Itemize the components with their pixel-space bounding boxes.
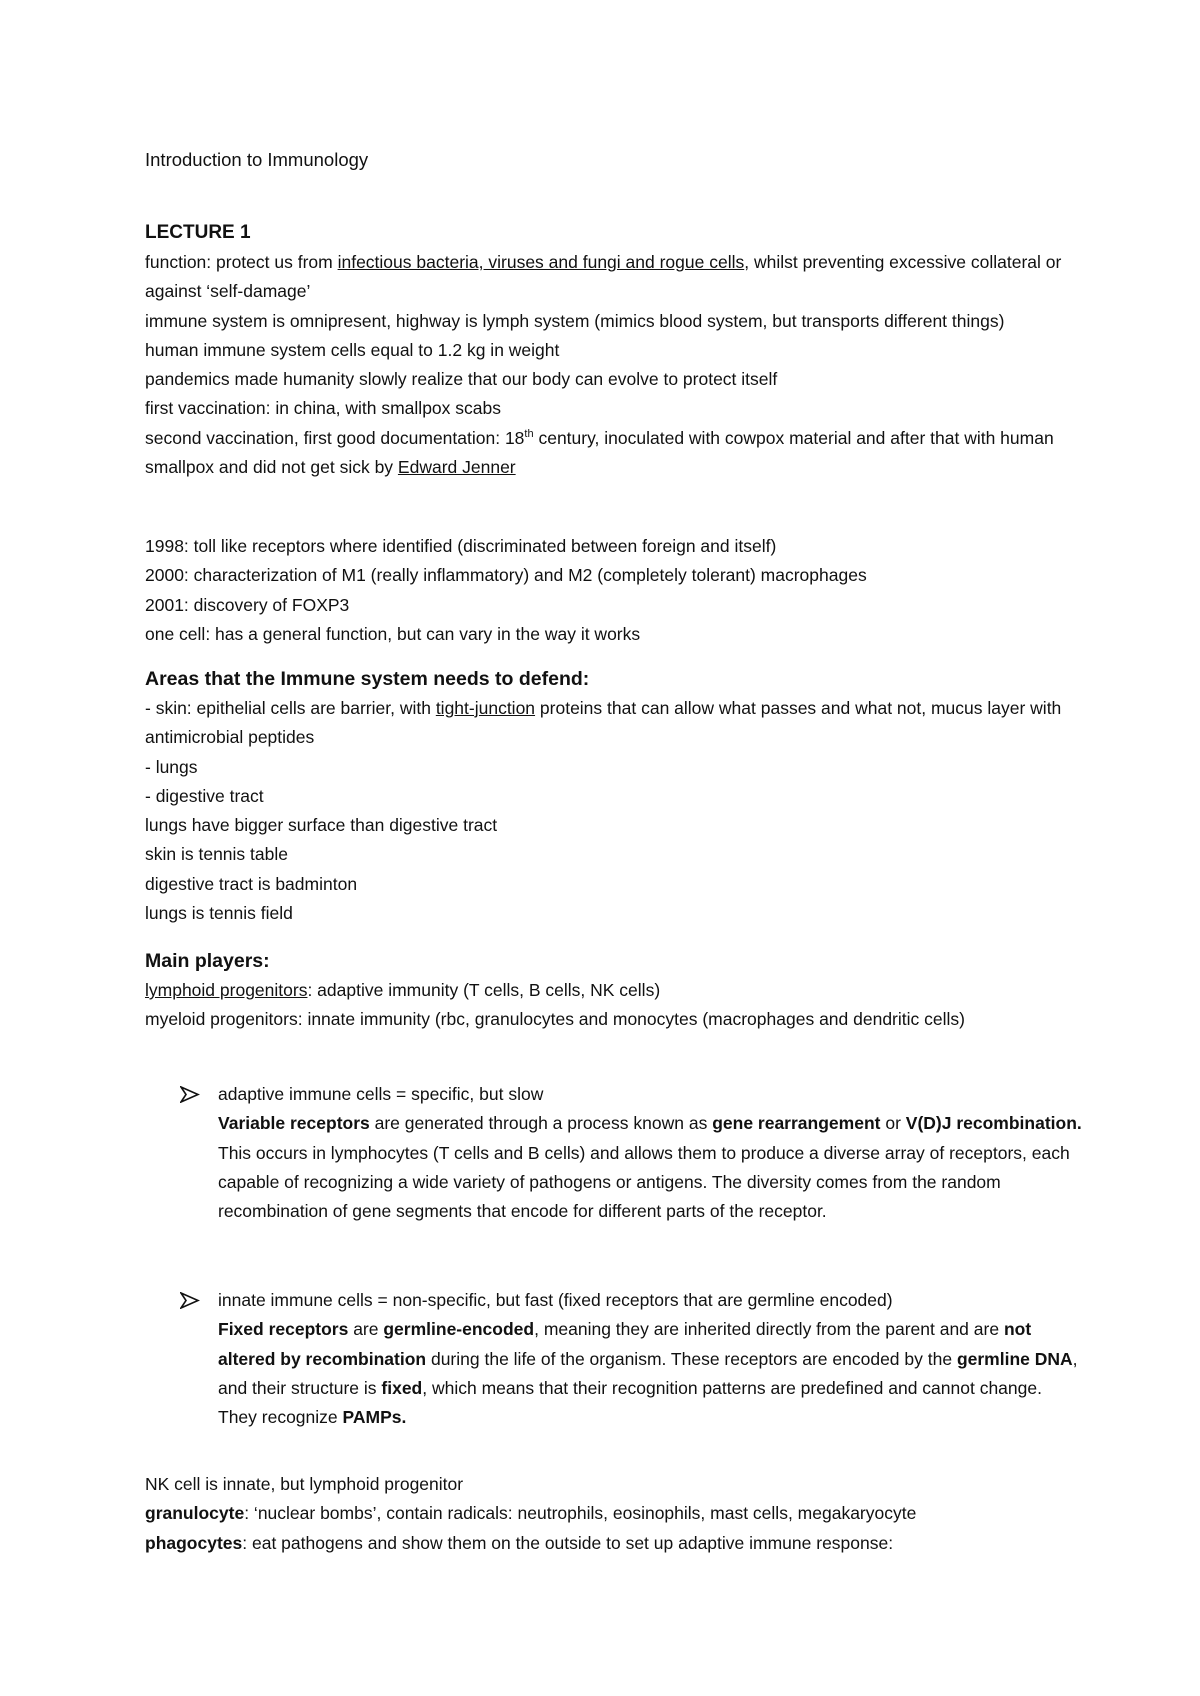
tail-line-phagocytes: phagocytes: eat pathogens and show them on the outside to set up adaptive immune response: (145, 1532, 894, 1553)
intro-underline: infectious bacteria, viruses and fungi and rogue cells (337, 252, 745, 272)
bullet-adaptive-detail: Variable receptors are generated through a process known as gene rearrangement or V(D)J recombination. This occurs in lymphocytes (T cells and B cells) and allows them to produce a diverse array of receptors, each capable of recognizing a wide variety of pathogens or antigens. The diversity comes from the random recombination of gene segments that encode for different parts of the receptor. (218, 1113, 1082, 1222)
tail-section (145, 1470, 1085, 1558)
players-heading: Main players: (145, 950, 270, 972)
players-line-lymphoid: lymphoid progenitors: adaptive immunity (T cells, B cells, NK cells) (145, 980, 661, 1000)
arrow-bullet-icon (180, 1080, 202, 1103)
bullet-innate-line: innate immune cells = non-specific, but fast (fixed receptors that are germline encoded) (218, 1290, 893, 1310)
lecture-heading: LECTURE 1 (145, 222, 251, 243)
history-section (145, 532, 1085, 649)
areas-heading: Areas that the Immune system needs to defend: (145, 668, 590, 690)
history-line: one cell: has a general function, but can vary in the way it works (145, 623, 641, 644)
history-line: 2001: discovery of FOXP3 (145, 594, 350, 615)
players-section (145, 976, 1085, 1035)
lymphoid-underline: lymphoid progenitors (145, 980, 308, 1000)
bullet-innate (180, 1286, 1085, 1432)
areas-section (145, 694, 1085, 928)
areas-line: skin is tennis table (145, 844, 288, 865)
document-title: Introduction to Immunology (145, 149, 369, 170)
intro-line-omnipresent: immune system is omnipresent, highway is lymph system (mimics blood system, but transports different things) (145, 310, 1005, 331)
tight-junction-underline: tight-junction (435, 698, 536, 718)
intro-line-second-vaccination: second vaccination, first good documentation: 18th century, inoculated with cowpox material and after that with human smallpox and did not get sick by Edward Jenner (145, 427, 1054, 478)
bullet-innate-detail: Fixed receptors are germline-encoded, meaning they are inherited directly from the parent and are not altered by recombination during the life of the organism. These receptors are encoded by the germline DNA, and their structure is fixed, which means that their recognition patterns are predefined and cannot change. They recognize PAMPs. (218, 1319, 1078, 1428)
areas-line: digestive tract is badminton (145, 873, 358, 894)
tail-line-granulocyte: granulocyte: ‘nuclear bombs’, contain radicals: neutrophils, eosinophils, mast cells, megakaryocyte (145, 1503, 917, 1524)
areas-line-skin: - skin: epithelial cells are barrier, with tight-junction proteins that can allow what passes and what not, mucus layer with antimicrobial peptides (145, 698, 1062, 748)
edward-jenner-underline: Edward Jenner (397, 457, 516, 478)
intro-line-weight: human immune system cells equal to 1.2 kg in weight (145, 339, 560, 360)
intro-section (145, 248, 1085, 482)
bullet-adaptive-line: adaptive immune cells = specific, but slow (218, 1084, 544, 1104)
arrow-bullet-icon (180, 1286, 202, 1309)
tail-line-nk: NK cell is innate, but lymphoid progenitor (145, 1474, 464, 1494)
intro-line-function: function: protect us from infectious bacteria, viruses and fungi and rogue cells, whilst preventing excessive collateral or against ‘self-damage’ (145, 252, 1062, 302)
history-line: 2000: characterization of M1 (really inflammatory) and M2 (completely tolerant) macrophages (145, 565, 867, 586)
bullet-adaptive (180, 1080, 1085, 1226)
areas-line: - digestive tract (145, 785, 264, 806)
areas-line: - lungs (145, 756, 198, 777)
intro-line-pandemics: pandemics made humanity slowly realize that our body can evolve to protect itself (145, 369, 778, 390)
intro-line-first-vaccination: first vaccination: in china, with smallpox scabs (145, 398, 501, 419)
players-line-myeloid: myeloid progenitors: innate immunity (rbc, granulocytes and monocytes (macrophages and dendritic cells) (145, 1009, 965, 1030)
areas-line: lungs have bigger surface than digestive tract (145, 815, 498, 836)
history-line: 1998: toll like receptors where identified (discriminated between foreign and itself) (145, 536, 777, 556)
areas-line: lungs is tennis field (145, 903, 293, 924)
